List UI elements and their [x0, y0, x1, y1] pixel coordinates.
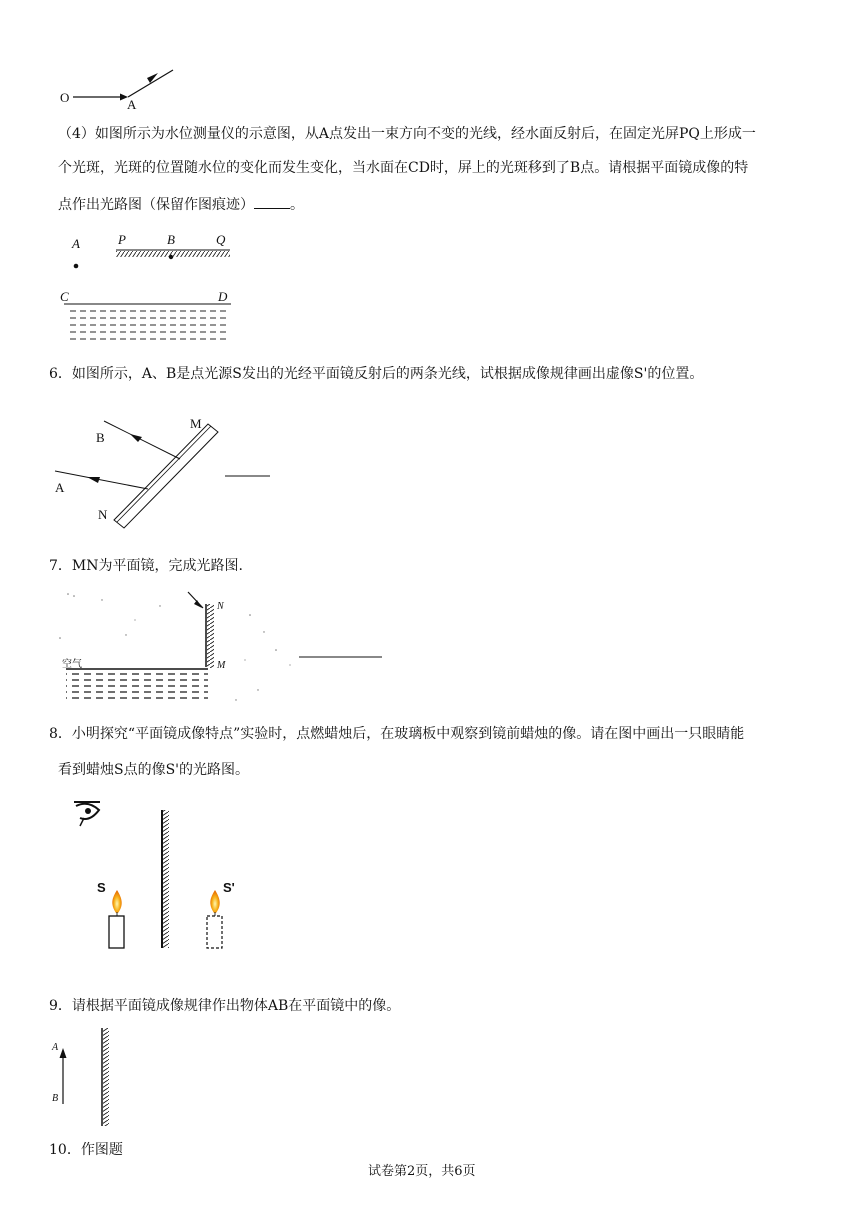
q6-text: 6．如图所示，A、B是点光源S发出的光经平面镜反射后的两条光线，试根据成像规律画出虚像S'的位置。: [49, 366, 704, 382]
label-s-prime: S': [223, 880, 235, 895]
label-o: O: [60, 90, 70, 105]
label-a: A: [127, 97, 137, 112]
label-b: B: [52, 1093, 59, 1104]
q4-line3-end: 。: [290, 197, 304, 213]
q7-text: 7．MN为平面镜，完成光路图.: [49, 558, 243, 574]
label-m: M: [217, 660, 226, 671]
label-m: M: [190, 416, 202, 431]
q4-line1: （4）如图所示为水位测量仪的示意图，从A点发出一束方向不变的光线，经水面反射后，在固定光屏PQ上形成一: [58, 126, 756, 142]
label-b: B: [96, 430, 105, 445]
label-s: S: [97, 880, 106, 895]
page-footer: 试卷第2页，共6页: [368, 1164, 476, 1179]
q8-line1: 8．小明探究“平面镜成像特点”实验时，点燃蜡烛后，在玻璃板中观察到镜前蜡烛的像。请在图中画出一只眼睛能: [49, 726, 745, 742]
label-n: N: [217, 601, 224, 612]
label-a: A: [55, 480, 65, 495]
q4-line2: 个光斑，光斑的位置随水位的变化而发生变化，当水面在CD时，屏上的光斑移到了B点。请根据平面镜成像的特: [58, 160, 749, 176]
label-p: P: [118, 232, 126, 247]
label-air: 空气: [62, 659, 82, 670]
label-q: Q: [216, 232, 226, 247]
label-b: B: [167, 232, 175, 247]
q4-line3-text: 点作出光路图（保留作图痕迹）: [58, 197, 254, 213]
label-a: A: [72, 236, 80, 251]
label-d: D: [218, 289, 228, 304]
q10-text: 10．作图题: [49, 1142, 123, 1158]
label-a: A: [52, 1042, 59, 1053]
q9-text: 9．请根据平面镜成像规律作出物体AB在平面镜中的像。: [49, 998, 401, 1014]
label-c: C: [60, 289, 69, 304]
q8-line2: 看到蜡烛S点的像S'的光路图。: [58, 762, 250, 778]
label-n: N: [98, 507, 108, 522]
